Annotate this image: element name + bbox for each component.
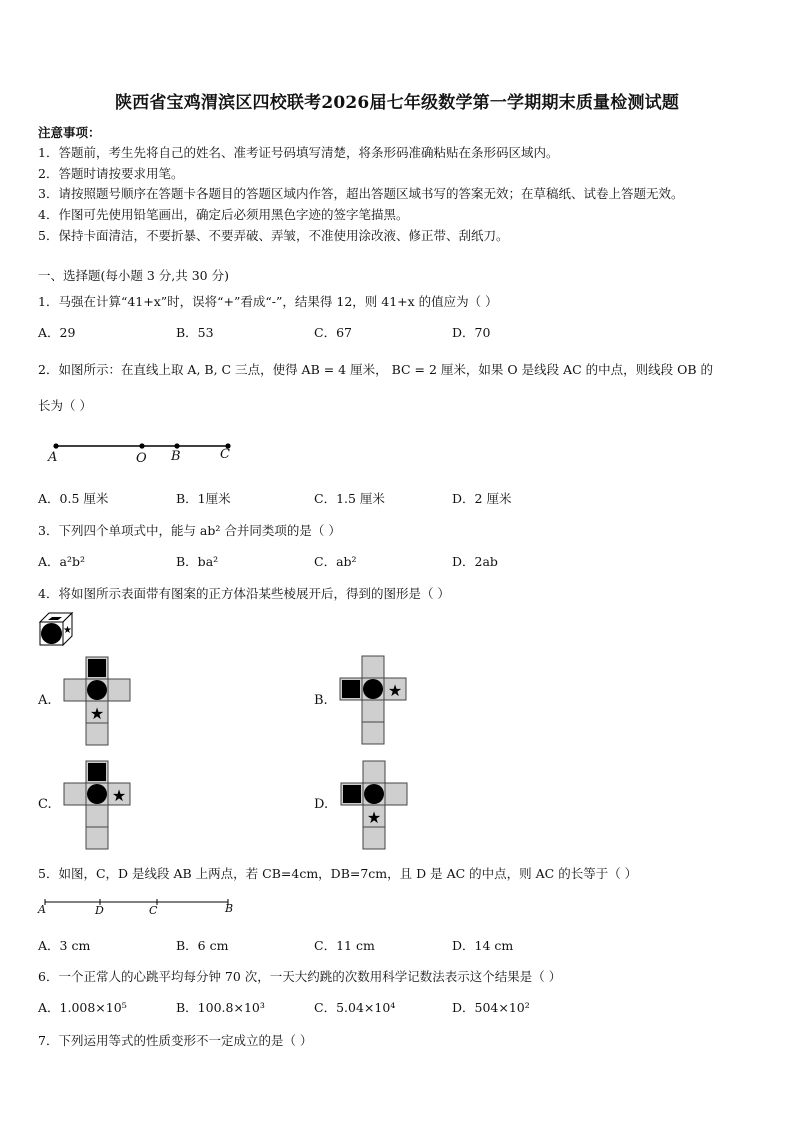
q1-option-a: A．29: [38, 325, 76, 340]
section-heading: 一、选择题(每小题 3 分,共 30 分): [38, 268, 229, 283]
q2-option-b: B．1厘米: [176, 491, 231, 506]
svg-text:★: ★: [111, 786, 127, 805]
notice-item: 3．请按照题号顺序在答题卡各题目的答题区域内作答，超出答题区域书写的答案无效；在草稿纸、试卷上答题无效。: [38, 186, 684, 201]
q1-option-b: B．53: [176, 325, 214, 340]
notice-item: 5．保持卡面清洁，不要折暴、不要弄破、弄皱，不准使用涂改液、修正带、刮纸刀。: [38, 228, 509, 243]
notice-item: 2．答题时请按要求用笔。: [38, 166, 184, 181]
q2-option-c: C．1.5 厘米: [314, 491, 385, 506]
q4-option-d-label: D.: [314, 797, 329, 812]
svg-text:★: ★: [63, 625, 72, 636]
q1-option-d: D．70: [452, 325, 491, 340]
q6-option-c: C．5.04×10⁴: [314, 1000, 396, 1015]
question-2-line2: 长为（ ）: [38, 398, 92, 413]
q4-option-c-label: C.: [38, 797, 52, 812]
notice-heading: 注意事项：: [38, 125, 101, 140]
q6-option-a: A．1.008×10⁵: [38, 1000, 127, 1015]
question-1: 1．马强在计算“41+x”时，误将“+”看成“-”，结果得 12，则 41+x 的值应为（ ）: [38, 294, 498, 309]
q4-option-a-label: A.: [38, 693, 52, 708]
q3-option-d: D．2ab: [452, 554, 498, 569]
q5-point-label-a: A: [38, 903, 46, 916]
question-3: 3．下列四个单项式中，能与 ab² 合并同类项的是（ ）: [38, 523, 341, 538]
question-4: 4．将如图所示表面带有图案的正方体沿某些棱展开后，得到的图形是（ ）: [38, 586, 450, 601]
q2-point-label-o: O: [136, 451, 147, 466]
q5-point-label-b: B: [225, 902, 234, 915]
q6-option-d: D．504×10²: [452, 1000, 530, 1015]
q6-option-b: B．100.8×10³: [176, 1000, 265, 1015]
q5-option-d: D．14 cm: [452, 938, 514, 953]
q5-option-a: A．3 cm: [38, 938, 91, 953]
question-2-line1: 2．如图所示：在直线上取 A, B, C 三点，使得 AB = 4 厘米， BC = 2 厘米，如果 O 是线段 AC 的中点，则线段 OB 的: [38, 362, 714, 377]
svg-text:★: ★: [387, 681, 403, 700]
page-title: 陕西省宝鸡渭滨区四校联考2026届七年级数学第一学期期末质量检测试题: [114, 93, 680, 113]
q5-option-b: B．6 cm: [176, 938, 229, 953]
notice-item: 4．作图可先使用铅笔画出，确定后必须用黑色字迹的签字笔描黑。: [38, 207, 409, 222]
q3-option-b: B．ba²: [176, 554, 219, 569]
q5-point-label-d: D: [95, 904, 104, 917]
q2-point-label-a: A: [48, 450, 58, 465]
q5-option-c: C．11 cm: [314, 938, 375, 953]
question-7: 7．下列运用等式的性质变形不一定成立的是（ ）: [38, 1033, 313, 1048]
q3-option-a: A．a²b²: [38, 554, 86, 569]
q2-option-a: A．0.5 厘米: [38, 491, 109, 506]
q5-point-label-c: C: [149, 904, 158, 917]
svg-text:★: ★: [366, 808, 382, 827]
q1-option-c: C．67: [314, 325, 352, 340]
svg-text:★: ★: [89, 704, 105, 723]
question-6: 6．一个正常人的心跳平均每分钟 70 次，一天大约跳的次数用科学记数法表示这个结果是（ ）: [38, 969, 562, 984]
q2-point-label-b: B: [171, 449, 181, 464]
notice-item: 1．答题前，考生先将自己的姓名、准考证号码填写清楚，将条形码准确粘贴在条形码区域内。: [38, 145, 559, 160]
q2-point-label-c: C: [220, 447, 230, 462]
q2-option-d: D．2 厘米: [452, 491, 512, 506]
question-5: 5．如图，C，D 是线段 AB 上两点，若 CB=4cm，DB=7cm，且 D 是 AC 的中点，则 AC 的长等于（ ）: [38, 866, 638, 881]
q4-option-b-label: B.: [314, 693, 328, 708]
q3-option-c: C．ab²: [314, 554, 357, 569]
